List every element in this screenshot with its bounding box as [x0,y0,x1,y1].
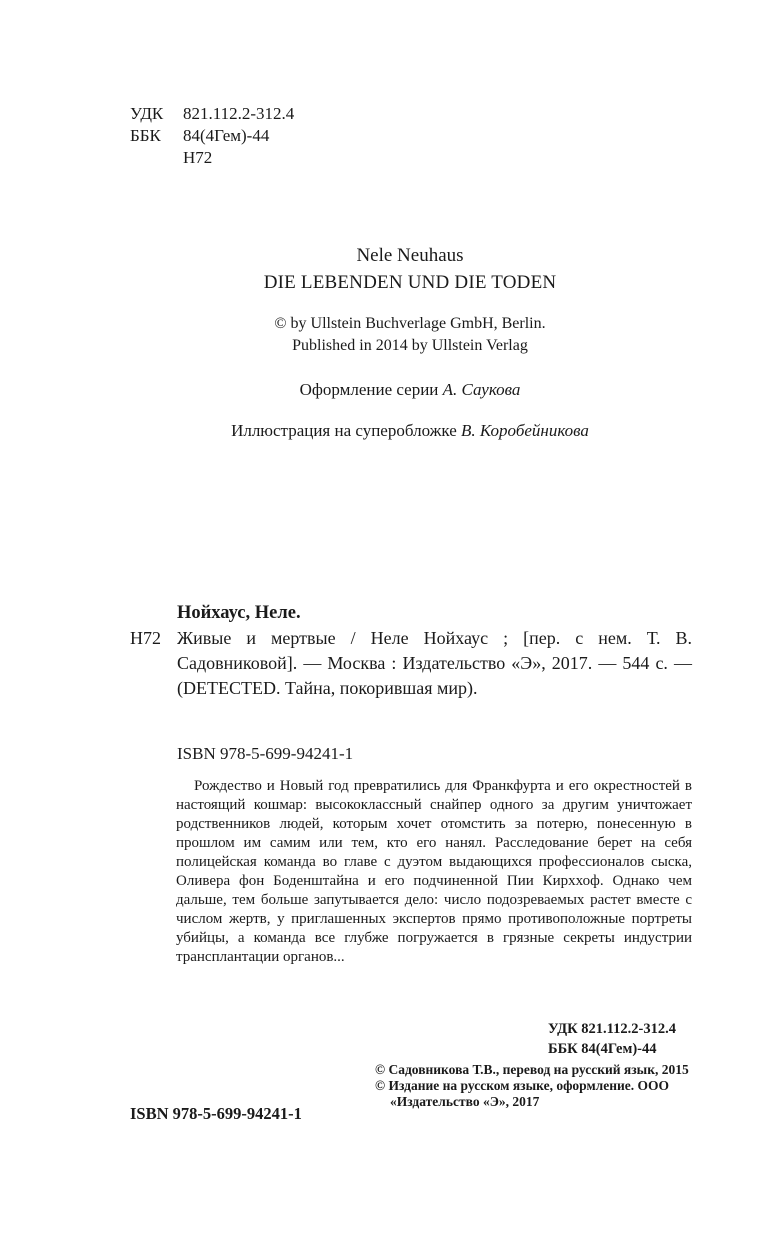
original-author: Nele Neuhaus [356,245,464,266]
rights-line-1: © by Ullstein Buchverlage GmbH, Berlin. [274,315,546,332]
rights-notice [0,313,768,357]
design-label: Оформление серии [299,380,439,399]
isbn-bold: ISBN 978-5-699-94241-1 [130,1104,302,1123]
annotation: Рождество и Новый год превратились для Франкфурта и его окрестностей в настоящий кошмар: высококлассный снайпер одного за другим уничтожает родственников людей, которым хочет отомстить за потерю, понесенную в прошлом им самим или тем, кто его нанял. Расследование берет на себя полицейская команда во главе с дуэтом выдающихся профессионалов сыска, Оливера фон Боденштайна и его подчиненной Пии Кирххоф. Однако чем дальше, тем больше запутывается дело: число подозреваемых растет вместе с числом жертв, у приглашенных экспертов прямо противоположные портреты убийцы, а команда все глубже погружается в грязные секреты индустрии трансплантации органов... [176,778,692,965]
rights-line-2: Published in 2014 by Ullstein Verlag [292,337,528,354]
illustration-label: Иллюстрация на суперобложке [231,421,457,440]
record-author-heading: Нойхаус, Неле. [177,603,301,623]
copyright-line-1: © Садовникова Т.В., перевод на русский язык, 2015 [375,1062,689,1077]
udk-label: УДК [130,104,164,123]
bottom-udk: УДК 821.112.2-312.4 [548,1021,676,1037]
design-name: А. Саукова [442,380,521,399]
illustration-name: В. Коробейникова [461,421,589,440]
classification-codes [130,103,294,169]
record-entry-text: Живые и мертвые / Неле Нойхаус ; [пер. с нем. Т. В. Садовниковой]. — Москва : Издательство «Э», 2017. — 544 с. — (DETECTED. Тайна, покорившая мир). [177,628,692,698]
original-title: DIE LEBENDEN UND DIE TODEN [263,272,557,293]
udk-value: 821.112.2-312.4 [183,104,295,123]
bbk-label: ББК [130,126,161,145]
bbk-value: 84(4Гем)-44 [183,126,270,145]
illustration-credit [0,421,768,441]
record-author-mark: Н72 [130,628,161,648]
record-entry [130,626,692,701]
series-design-credit [0,380,768,400]
copyright-line-2: © Издание на русском языке, оформление. ООО «Издательство «Э», 2017 [375,1078,670,1109]
author-mark: Н72 [183,148,213,167]
bottom-bbk: ББК 84(4Гем)-44 [548,1041,657,1057]
bibliographic-record [130,601,692,701]
copyright-notice [375,1062,695,1110]
record-isbn: ISBN 978-5-699-94241-1 [177,744,354,763]
bottom-classification-codes [548,1019,676,1059]
